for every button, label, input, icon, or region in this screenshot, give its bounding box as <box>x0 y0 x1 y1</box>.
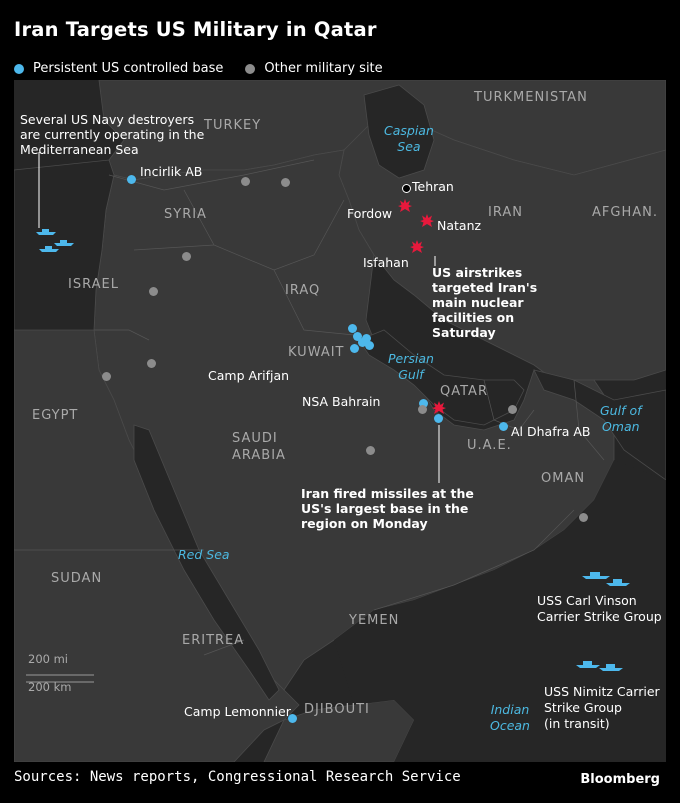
legend-us-base-label: Persistent US controlled base <box>33 61 224 76</box>
label-natanz: Natanz <box>437 218 482 233</box>
map-canvas <box>14 80 666 762</box>
label-uae: U.A.E. <box>467 438 512 453</box>
label-uss-carl-vinson: USS Carl Vinson Carrier Strike Group <box>537 593 662 624</box>
label-djibouti: DJIBOUTI <box>304 702 370 717</box>
label-camp-lemonnier: Camp Lemonnier <box>184 704 291 719</box>
note-navy-destroyers: Several US Navy destroyers are currently operating in the Mediterranean Sea <box>20 112 205 157</box>
us-base-marker-kuwait-base-5[interactable] <box>350 344 359 353</box>
label-iran: IRAN <box>488 205 523 220</box>
other-site-marker-7[interactable] <box>418 405 427 414</box>
label-al-dhafra: Al Dhafra AB <box>511 424 591 439</box>
label-yemen: YEMEN <box>349 613 400 628</box>
other-site-dot-icon <box>245 64 255 74</box>
label-turkmenistan: TURKMENISTAN <box>474 90 588 105</box>
other-site-marker-6[interactable] <box>102 372 111 381</box>
legend-us-base <box>14 61 223 76</box>
us-base-marker-kuwait-base-1[interactable] <box>348 324 357 333</box>
note-missiles: Iran fired missiles at the US's largest base in the region on Monday <box>301 486 474 531</box>
strike-icon-al-udeid <box>431 400 447 416</box>
label-fordow: Fordow <box>347 206 393 221</box>
label-red-sea: Red Sea <box>178 547 230 562</box>
label-uss-nimitz: USS Nimitz Carrier Strike Group (in transit) <box>544 684 660 731</box>
label-egypt: EGYPT <box>32 408 79 423</box>
label-turkey: TURKEY <box>204 118 262 133</box>
label-isfahan: Isfahan <box>363 255 409 270</box>
scale-km: 200 km <box>28 680 72 694</box>
chart-title: Iran Targets US Military in Qatar <box>14 18 377 41</box>
label-persian-gulf: Persian Gulf <box>388 351 434 382</box>
label-nsa-bahrain: NSA Bahrain <box>302 394 381 409</box>
other-site-marker-4[interactable] <box>149 287 158 296</box>
note-airstrikes: US airstrikes targeted Iran's main nuclear facilities on Saturday <box>432 265 538 340</box>
us-base-marker-kuwait-base-6[interactable] <box>365 341 374 350</box>
other-site-marker-3[interactable] <box>182 252 191 261</box>
us-base-marker-al-dhafra[interactable] <box>499 422 508 431</box>
label-incirlik: Incirlik AB <box>140 164 203 179</box>
label-qatar: QATAR <box>440 384 488 399</box>
label-gulf-of-oman: Gulf of Oman <box>600 403 642 434</box>
legend-other-site-label: Other military site <box>264 61 383 76</box>
capital-marker-tehran <box>402 184 411 193</box>
label-israel: ISRAEL <box>68 277 119 292</box>
label-kuwait: KUWAIT <box>288 345 345 360</box>
label-caspian-sea: Caspian Sea <box>384 123 434 154</box>
bloomberg-logo: Bloomberg <box>580 772 660 787</box>
legend-other-site <box>245 61 382 76</box>
other-site-marker-10[interactable] <box>579 513 588 522</box>
label-saudi-arabia: SAUDI ARABIA <box>232 431 286 463</box>
label-tehran: Tehran <box>412 179 454 194</box>
sources-footer: Sources: News reports, Congressional Research Service <box>14 769 461 785</box>
label-eritrea: ERITREA <box>182 633 245 648</box>
strike-icon-fordow <box>397 198 413 214</box>
strike-icon-isfahan <box>409 239 425 255</box>
other-site-marker-1[interactable] <box>241 177 250 186</box>
label-syria: SYRIA <box>164 207 207 222</box>
label-camp-arifjan: Camp Arifjan <box>208 368 290 383</box>
other-site-marker-5[interactable] <box>147 359 156 368</box>
other-site-marker-2[interactable] <box>281 178 290 187</box>
us-base-dot-icon <box>14 64 24 74</box>
label-iraq: IRAQ <box>285 283 321 298</box>
other-site-marker-8[interactable] <box>508 405 517 414</box>
strike-icon-natanz <box>419 213 435 229</box>
label-indian-ocean: Indian Ocean <box>490 702 530 733</box>
us-base-marker-incirlik[interactable] <box>127 175 136 184</box>
label-afghanistan: AFGHAN. <box>592 205 658 220</box>
legend <box>14 61 405 76</box>
map[interactable] <box>14 80 666 762</box>
label-oman: OMAN <box>541 471 586 486</box>
label-sudan: SUDAN <box>51 571 103 586</box>
other-site-marker-9[interactable] <box>366 446 375 455</box>
scale-miles: 200 mi <box>28 652 69 666</box>
